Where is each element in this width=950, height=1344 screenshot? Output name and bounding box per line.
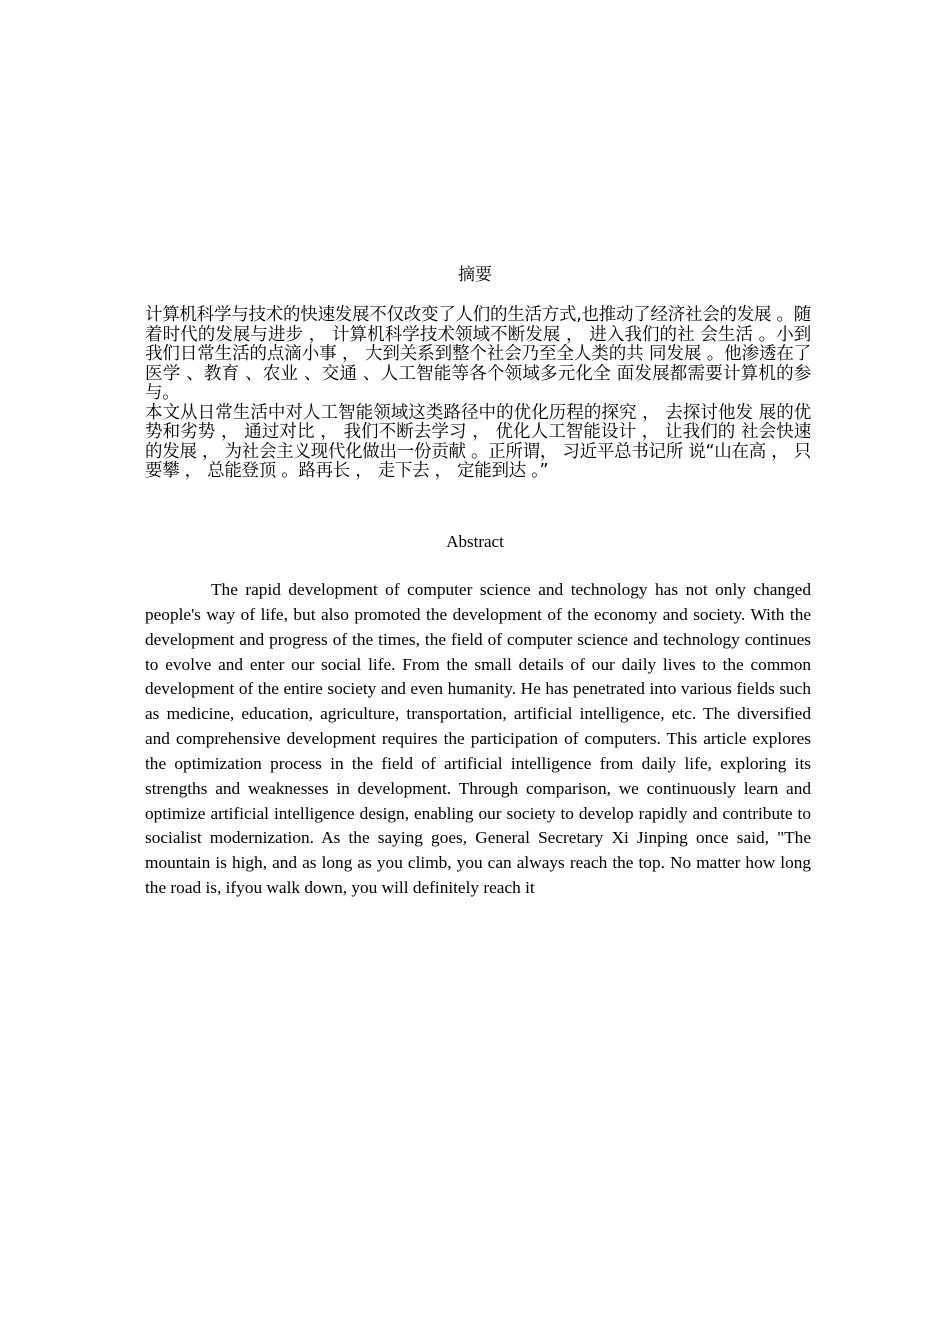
chinese-abstract-paragraph-1: 计算机科学与技术的快速发展不仅改变了人们的生活方式,也推动了经济社会的发展 。随着时代的发展与进步 ， 计算机科学技术领域不断发展 ， 进入我们的社 会生活 。小到我们日常生活的点滴小事 ， 大到关系到整个社会乃至全人类的共 同发展 。他渗透在了医学 、教育 、农业 、交通 、人工智能等各个领域多元化全 面发展都需要计算机的参与。 — [145, 305, 811, 403]
chinese-abstract-paragraph-2: 本文从日常生活中对人工智能领域这类路径中的优化历程的探究 ， 去探讨他发 展的优势和劣势 ， 通过对比 ， 我们不断去学习 ， 优化人工智能设计 ， 让我们的 社会快速的发展 ， 为社会主义现代化做出一份贡献 。正所谓， 习近平总书记所 说“山在高 ， 只要攀 ， 总能登顶 。路再长 ， 走下去 ， 定能到达 。” — [145, 402, 811, 481]
chinese-abstract-body — [145, 306, 811, 482]
chinese-abstract-title: 摘要 — [458, 265, 492, 285]
english-abstract-body: The rapid development of computer science and technology has not only changed people's way of life, but also promoted the development of the economy and society. With the development and progress of the times, the field of computer science and technology continues to evolve and enter our social life. From the small details of our daily lives to the common development of the entire society and even humanity. He has penetrated into various fields such as medicine, education, agriculture, transportation, artificial intelligence, etc. The diversified and comprehensive development requires the participation of computers. This article explores the optimization process in the field of artificial intelligence from daily life, exploring its strengths and weaknesses in development. Through comparison, we continuously learn and optimize artificial intelligence design, enabling our society to develop rapidly and contribute to socialist modernization. As the saying goes, General Secretary Xi Jinping once said, "The mountain is high, and as long as you climb, you can always reach the top. No matter how long the road is, ifyou walk down, you will definitely reach it — [145, 580, 811, 898]
english-abstract-title: Abstract — [446, 532, 504, 551]
